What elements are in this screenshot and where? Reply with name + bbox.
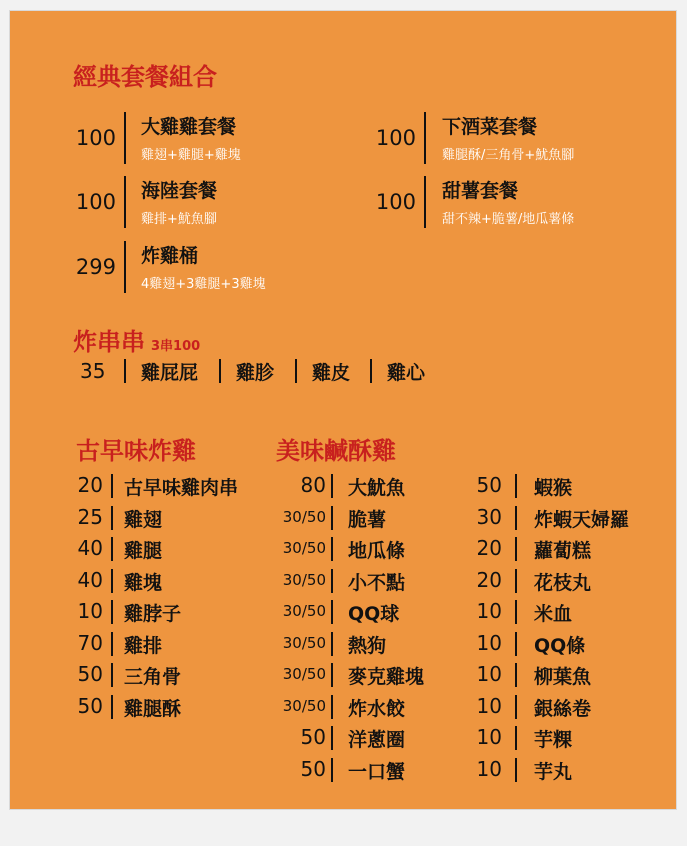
item-price: 30/50 xyxy=(282,633,326,652)
item-price: 50 xyxy=(300,756,326,781)
menu-row xyxy=(470,725,687,751)
divider xyxy=(111,506,113,530)
menu-row xyxy=(274,662,494,688)
item-name: 蘿蔔糕 xyxy=(534,540,592,562)
combo-price: 100 xyxy=(375,190,416,214)
menu-row xyxy=(74,662,294,688)
item-name: 古早味雞肉串 xyxy=(124,477,239,499)
menu-row xyxy=(470,473,687,499)
item-name: 米血 xyxy=(534,603,573,625)
combo-name: 大雞雞套餐 xyxy=(141,116,237,138)
combo-price: 100 xyxy=(75,190,116,214)
item-price: 25 xyxy=(77,504,103,529)
item-price: 80 xyxy=(300,473,326,497)
combo-desc: 甜不辣+脆薯/地瓜薯條 xyxy=(442,212,575,227)
divider xyxy=(515,663,517,687)
combo-name: 下酒菜套餐 xyxy=(442,116,538,138)
item-name: 麥克雞塊 xyxy=(348,666,425,688)
skewer-item: 雞屁屁 xyxy=(141,362,199,384)
menu-row xyxy=(74,599,294,625)
item-price: 30/50 xyxy=(282,696,326,715)
divider xyxy=(515,474,517,498)
item-name: 炸蝦天婦羅 xyxy=(534,508,630,531)
combo-item xyxy=(372,176,672,232)
divider xyxy=(424,112,426,164)
menu-row xyxy=(470,631,687,657)
divider xyxy=(515,758,517,782)
skewer-item: 雞心 xyxy=(387,362,426,384)
skewers-price: 35 xyxy=(80,359,106,383)
menu-row xyxy=(274,757,494,783)
divider xyxy=(424,176,426,228)
divider xyxy=(111,474,113,498)
item-name: 脆薯 xyxy=(348,508,387,531)
item-price: 10 xyxy=(476,599,502,623)
item-name: 雞脖子 xyxy=(124,603,182,625)
menu-row xyxy=(74,473,294,499)
menu-row xyxy=(74,536,294,562)
item-name: 熱狗 xyxy=(348,634,387,657)
divider xyxy=(219,359,221,383)
item-price: 30/50 xyxy=(282,602,326,620)
menu-row xyxy=(274,568,494,594)
item-price: 50 xyxy=(77,693,103,718)
salty-title: 美味鹹酥雞 xyxy=(276,437,396,465)
item-price: 70 xyxy=(77,630,103,655)
item-name: 雞塊 xyxy=(124,571,163,594)
divider xyxy=(111,537,113,561)
menu-row xyxy=(470,536,687,562)
divider xyxy=(331,695,333,719)
divider xyxy=(111,569,113,593)
menu-row xyxy=(274,694,494,720)
divider xyxy=(111,600,113,624)
divider xyxy=(331,569,333,593)
menu-row xyxy=(470,757,687,783)
divider xyxy=(331,632,333,656)
divider xyxy=(515,632,517,656)
item-name: 銀絲卷 xyxy=(534,697,592,720)
item-price: 30 xyxy=(476,504,502,529)
divider xyxy=(111,663,113,687)
item-name: 地瓜條 xyxy=(348,540,406,562)
skewer-item: 雞胗 xyxy=(236,362,275,384)
menu-row xyxy=(470,505,687,531)
divider xyxy=(331,474,333,498)
combo-name: 炸雞桶 xyxy=(141,245,199,267)
item-name: 雞翅 xyxy=(124,508,163,531)
combo-desc: 雞腿酥/三角骨+魷魚腳 xyxy=(442,148,575,163)
item-name: QQ球 xyxy=(348,603,400,625)
combo-price: 100 xyxy=(75,126,116,150)
menu-row xyxy=(274,725,494,751)
skewers-promo: 3串100 xyxy=(151,339,201,354)
combo-price: 100 xyxy=(375,126,416,150)
item-price: 10 xyxy=(476,693,502,718)
item-name: 柳葉魚 xyxy=(534,666,592,688)
divider xyxy=(124,112,126,164)
divider xyxy=(331,537,333,561)
item-name: 一口蟹 xyxy=(348,760,406,783)
menu-row xyxy=(470,599,687,625)
item-price: 30/50 xyxy=(282,665,326,683)
divider xyxy=(331,726,333,750)
divider xyxy=(515,600,517,624)
item-price: 10 xyxy=(476,756,502,781)
item-price: 10 xyxy=(476,725,502,749)
combo-item xyxy=(72,176,372,232)
item-price: 30/50 xyxy=(282,539,326,557)
item-price: 20 xyxy=(476,567,502,592)
divider xyxy=(331,506,333,530)
combo-item xyxy=(72,241,372,297)
divider xyxy=(111,632,113,656)
item-name: 雞腿 xyxy=(124,540,163,562)
divider xyxy=(331,758,333,782)
divider xyxy=(331,600,333,624)
item-price: 40 xyxy=(77,567,103,592)
divider xyxy=(124,176,126,228)
item-price: 40 xyxy=(77,536,103,560)
skewers-title-row xyxy=(73,322,200,357)
item-price: 50 xyxy=(300,725,326,749)
item-name: 雞腿酥 xyxy=(124,697,182,720)
menu-row xyxy=(470,568,687,594)
divider xyxy=(515,726,517,750)
menu-row xyxy=(74,505,294,531)
item-price: 20 xyxy=(476,536,502,560)
divider xyxy=(124,241,126,293)
menu-row xyxy=(274,536,494,562)
item-name: 花枝丸 xyxy=(534,571,592,594)
combo-name: 甜薯套餐 xyxy=(442,180,519,202)
menu-row xyxy=(274,505,494,531)
divider xyxy=(515,537,517,561)
combo-desc: 雞排+魷魚腳 xyxy=(141,212,217,227)
item-price: 30/50 xyxy=(282,507,326,526)
classic-title: 古早味炸雞 xyxy=(76,437,196,465)
menu-row xyxy=(274,631,494,657)
divider xyxy=(331,663,333,687)
set-meals-title: 經典套餐組合 xyxy=(73,63,217,91)
divider xyxy=(295,359,297,383)
menu-row xyxy=(470,662,687,688)
combo-item xyxy=(72,112,372,168)
combo-name: 海陸套餐 xyxy=(141,180,218,202)
menu-row xyxy=(74,631,294,657)
item-name: 雞排 xyxy=(124,634,163,657)
combo-desc: 雞翅+雞腿+雞塊 xyxy=(141,148,241,163)
divider xyxy=(515,695,517,719)
divider xyxy=(111,695,113,719)
divider xyxy=(124,359,126,383)
combo-price: 299 xyxy=(75,255,116,279)
item-price: 50 xyxy=(476,473,502,497)
item-price: 20 xyxy=(77,473,103,497)
menu-row xyxy=(274,599,494,625)
item-name: 大魷魚 xyxy=(348,477,406,499)
divider xyxy=(515,569,517,593)
item-price: 50 xyxy=(77,662,103,686)
menu-row xyxy=(470,694,687,720)
item-name: 芋粿 xyxy=(534,729,573,751)
item-name: 洋蔥圈 xyxy=(348,729,406,751)
item-price: 10 xyxy=(77,599,103,623)
item-name: 炸水餃 xyxy=(348,697,406,720)
item-name: 蝦猴 xyxy=(534,477,573,499)
item-name: QQ條 xyxy=(534,634,586,657)
item-name: 三角骨 xyxy=(124,666,182,688)
item-price: 30/50 xyxy=(282,570,326,589)
divider xyxy=(515,506,517,530)
skewers-title: 炸串串 xyxy=(73,328,145,356)
skewer-item: 雞皮 xyxy=(312,362,351,384)
combo-desc: 4雞翅+3雞腿+3雞塊 xyxy=(141,277,266,292)
combo-item xyxy=(372,112,672,168)
menu-row xyxy=(74,568,294,594)
item-price: 10 xyxy=(476,630,502,655)
menu-row xyxy=(74,694,294,720)
item-name: 小不點 xyxy=(348,571,406,594)
item-name: 芋丸 xyxy=(534,760,573,783)
divider xyxy=(370,359,372,383)
item-price: 10 xyxy=(476,662,502,686)
menu-row xyxy=(274,473,494,499)
